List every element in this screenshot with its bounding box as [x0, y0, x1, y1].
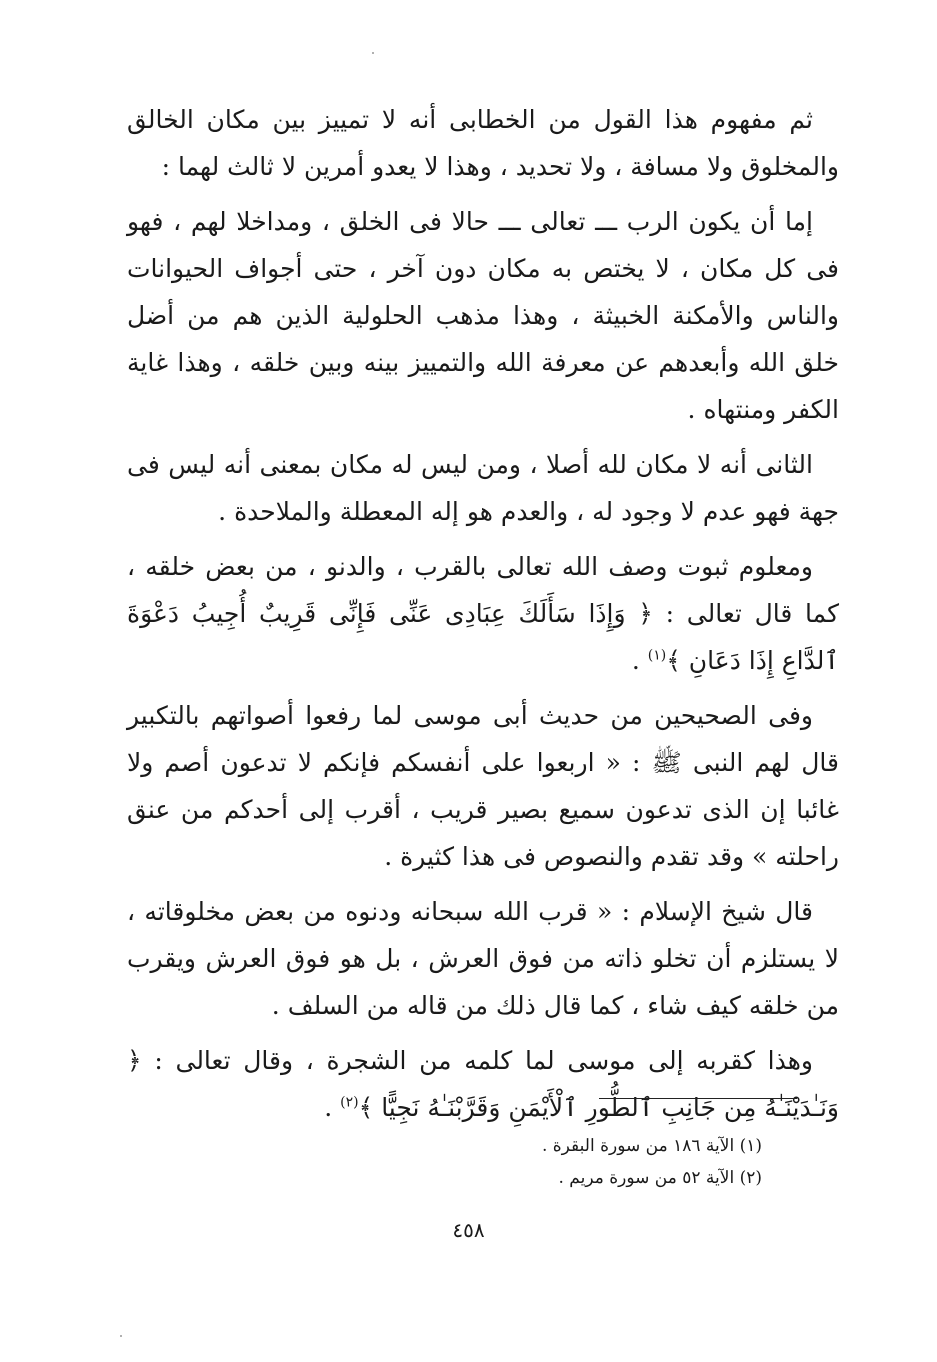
- main-text: [127, 96, 839, 1139]
- paragraph-1: ثم مفهوم هذا القول من الخطابى أنه لا تمييز بين مكان الخالق والمخلوق ولا مسافة ، ولا تحديد ، وهذا لا يعدو أمرين لا ثالث لهما :: [127, 105, 839, 181]
- footnote-2: (٢) الآية ٥٢ من سورة مريم .: [558, 1168, 762, 1188]
- paragraph-5: وفى الصحيحين من حديث أبى موسى لما رفعوا أصواتهم بالتكبير قال لهم النبى ﷺ : « اربعوا على أنفسكم فإنكم لا تدعون أصم ولا غائبا إن الذى تدعون سميع بصير قريب ، أقرب إلى أحدكم من عنق راحلته » وقد تقدم والنصوص فى هذا كثيرة .: [127, 701, 839, 871]
- paragraph-7: [127, 1037, 839, 1131]
- footnote-ref-2: (٢): [340, 1094, 359, 1111]
- quran-verse-1: ﴿ وَإِذَا سَأَلَكَ عِبَادِى عَنِّى فَإِنِّى قَرِيبٌ أُجِيبُ دَعْوَةَ ٱلدَّاعِ إِذَا دَعَانِ ﴾: [127, 599, 839, 675]
- footnote-divider: [599, 1098, 797, 1099]
- paragraph-4: [127, 543, 839, 684]
- paragraph-3: الثانى أنه لا مكان لله أصلا ، ومن ليس له مكان بمعنى أنه ليس فى جهة فهو عدم لا وجود له ، والعدم هو إله المعطلة والملاحدة .: [127, 450, 839, 526]
- page-number: ٤٥٨: [452, 1218, 485, 1242]
- scan-speck: [120, 1335, 122, 1337]
- paragraph-2: إما أن يكون الرب ـــ تعالى ـــ حالا فى الخلق ، ومداخلا لهم ، فهو فى كل مكان ، لا يختص به مكان دون آخر ، حتى أجواف الحيوانات والناس والأمكنة الخبيثة ، وهذا مذهب الحلولية الذين هم من أضل خلق الله وأبعدهم عن معرفة الله والتمييز بينه وبين خلقه ، وهذا غاية الكفر ومنتهاه .: [127, 207, 839, 424]
- paragraph-4-text: ومعلوم ثبوت وصف الله تعالى بالقرب ، والدنو ، من بعض خلقه ، كما قال تعالى :: [127, 552, 839, 628]
- paragraph-7-text: وهذا كقربه إلى موسى لما كلمه من الشجرة ، وقال تعالى :: [141, 1046, 813, 1075]
- paragraph-7-end: .: [324, 1093, 341, 1122]
- paragraph-4-end: .: [631, 646, 648, 675]
- scan-speck: [372, 52, 374, 54]
- footnotes: [262, 1130, 762, 1194]
- footnote-1: (١) الآية ١٨٦ من سورة البقرة .: [541, 1136, 762, 1156]
- quran-verse-2: ﴿ وَنَـٰدَيْنَـٰهُ مِن جَانِبِ ٱلطُّورِ ٱلْأَيْمَنِ وَقَرَّبْنَـٰهُ نَجِيًّا ﴾: [127, 1046, 839, 1122]
- footnote-ref-1: (١): [647, 647, 667, 664]
- paragraph-6: قال شيخ الإسلام : « قرب الله سبحانه ودنوه من بعض مخلوقاته ، لا يستلزم أن تخلو ذاته من فوق العرش ، بل هو فوق العرش ويقرب من خلقه كيف شاء ، كما قال ذلك من قاله من السلف .: [127, 897, 839, 1020]
